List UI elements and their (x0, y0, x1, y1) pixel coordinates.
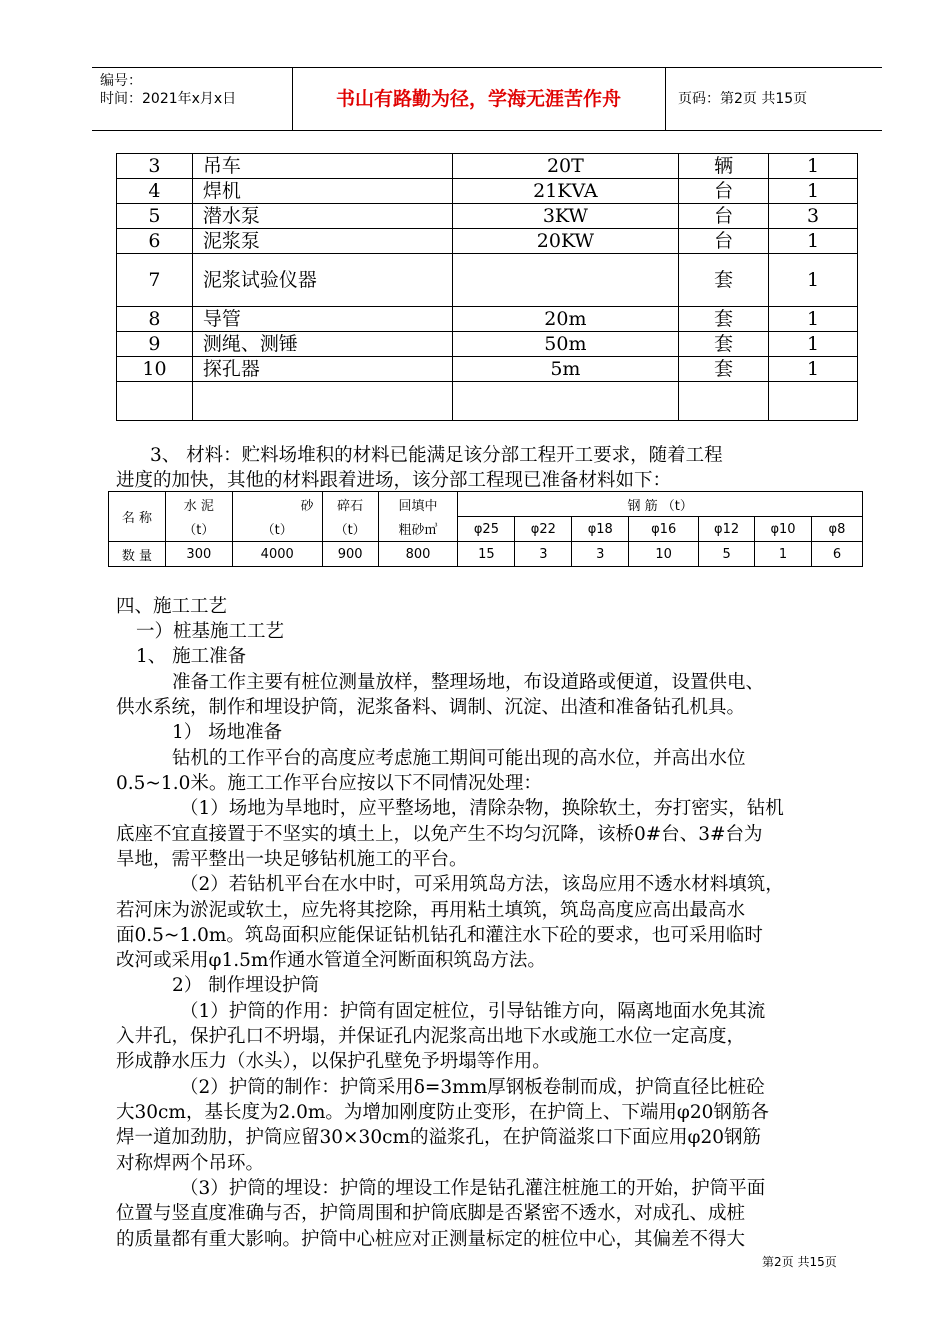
body-line: 旱地，需平整出一块足够钻机施工的平台。 (116, 849, 468, 870)
equipment-spec-cell: 5m (452, 357, 679, 382)
mat-qty-cell: 300 (165, 542, 232, 567)
mat-qty-cell: 3 (572, 542, 629, 567)
header-page-number: 页码：第2页 共15页 (678, 91, 808, 107)
equipment-unit-cell: 台 (679, 204, 769, 229)
mat-steel-size-cell: φ16 (629, 517, 699, 542)
materials-table (108, 491, 863, 567)
equipment-row (117, 179, 858, 204)
body-line: （3）护筒的埋设：护筒的埋设工作是钻孔灌注桩施工的开始，护筒平面 (180, 1178, 766, 1199)
body-line: 1） 场地准备 (172, 722, 283, 743)
mat-qty-cell: 900 (322, 542, 378, 567)
mat-cement-unit: （t） (165, 517, 232, 542)
equipment-row (117, 332, 858, 357)
body-line: 1、 施工准备 (136, 646, 247, 667)
equipment-name-cell: 潜水泵 (192, 204, 452, 229)
mat-sand-unit: （t） (232, 517, 322, 542)
equipment-name-cell: 泥浆泵 (192, 229, 452, 254)
body-line: （1）护筒的作用：护筒有固定桩位，引导钻锥方向，隔离地面水免其流 (180, 1001, 766, 1022)
mat-steel-size-cell: φ25 (458, 517, 515, 542)
body-line: 位置与竖直度准确与否，护筒周围和护筒底脚是否紧密不透水，对成孔、成桩 (116, 1203, 746, 1224)
mat-qty-cell: 10 (629, 542, 699, 567)
equipment-name-cell: 吊车 (192, 154, 452, 179)
equipment-no-cell: 4 (117, 179, 193, 204)
mat-fill-header: 回填中 (378, 492, 458, 517)
equipment-no-cell: 8 (117, 307, 193, 332)
page-footer: 第2页 共15页 (762, 1255, 837, 1269)
equipment-spec-cell (452, 254, 679, 307)
mat-qty-cell: 1 (755, 542, 812, 567)
body-line: 面0.5~1.0m。筑岛面积应能保证钻机钻孔和灌注水下砼的要求，也可采用临时 (116, 925, 763, 946)
mat-gravel-unit: （t） (322, 517, 378, 542)
body-line: 若河床为淤泥或软土，应先将其挖除，再用粘土填筑，筑岛高度应高出最高水 (116, 900, 746, 921)
mat-qty-cell: 3 (515, 542, 572, 567)
mat-name-header: 名 称 (109, 492, 166, 542)
equipment-no-cell: 10 (117, 357, 193, 382)
body-line: 入井孔，保护孔口不坍塌，并保证孔内泥浆高出地下水或施工水位一定高度， (116, 1026, 746, 1047)
equipment-spec-cell: 20KW (452, 229, 679, 254)
body-line: 改河或采用φ1.5m作通水管道全河断面积筑岛方法。 (116, 950, 546, 971)
equipment-unit-cell: 辆 (679, 154, 769, 179)
equipment-qty-cell: 1 (769, 332, 858, 357)
equipment-qty-cell: 1 (769, 357, 858, 382)
equipment-name-cell: 泥浆试验仪器 (192, 254, 452, 307)
equipment-row (117, 357, 858, 382)
mat-gravel-header: 碎石 (322, 492, 378, 517)
body-line: 供水系统，制作和埋设护筒，泥浆备料、调制、沉淀、出渣和准备钻孔机具。 (116, 697, 746, 718)
equipment-no-cell: 5 (117, 204, 193, 229)
equipment-unit-cell: 套 (679, 254, 769, 307)
mat-qty-cell: 15 (458, 542, 515, 567)
header-time: 时间：2021年x月x日 (100, 91, 237, 107)
equipment-spec-cell: 50m (452, 332, 679, 357)
equipment-unit-cell: 套 (679, 357, 769, 382)
mat-qty-cell: 6 (811, 542, 862, 567)
mat-qty-cell: 800 (378, 542, 458, 567)
header-info-cell (92, 68, 293, 130)
equipment-name-cell: 导管 (192, 307, 452, 332)
equipment-qty-cell: 1 (769, 179, 858, 204)
equipment-qty-cell: 1 (769, 307, 858, 332)
equipment-no-cell: 7 (117, 254, 193, 307)
body-line: 钻机的工作平台的高度应考虑施工期间可能出现的高水位，并高出水位 (172, 748, 746, 769)
body-line: 一）桩基施工工艺 (136, 621, 285, 642)
equipment-spec-cell: 21KVA (452, 179, 679, 204)
materials-intro-line-2: 进度的加快，其他的材料跟着进场，该分部工程现已准备材料如下： (116, 470, 672, 491)
mat-qty-cell: 4000 (232, 542, 322, 567)
equipment-name-cell: 焊机 (192, 179, 452, 204)
body-line: 四、施工工艺 (116, 596, 228, 617)
equipment-unit-cell: 台 (679, 229, 769, 254)
body-line: 2） 制作埋设护筒 (172, 975, 320, 996)
equipment-no-cell: 6 (117, 229, 193, 254)
equipment-name-cell: 测绳、测锤 (192, 332, 452, 357)
body-line: （1）场地为旱地时，应平整场地，清除杂物，换除软土，夯打密实，钻机 (180, 798, 784, 819)
equipment-no-cell: 3 (117, 154, 193, 179)
mat-qty-cell: 5 (699, 542, 755, 567)
materials-intro-line-1: 3、 材料：贮料场堆积的材料已能满足该分部工程开工要求，随着工程 (150, 445, 723, 466)
equipment-spec-cell: 20m (452, 307, 679, 332)
equipment-empty-row (117, 382, 858, 421)
equipment-qty-cell: 3 (769, 204, 858, 229)
equipment-unit-cell: 套 (679, 332, 769, 357)
mat-sand-header: 砂 (232, 492, 322, 517)
equipment-row (117, 229, 858, 254)
mat-steel-header: 钢 筋 （t） (458, 492, 863, 517)
equipment-unit-cell: 台 (679, 179, 769, 204)
equipment-spec-cell: 20T (452, 154, 679, 179)
body-line: 准备工作主要有桩位测量放样，整理场地，布设道路或便道，设置供电、 (172, 672, 765, 693)
mat-steel-size-cell: φ12 (699, 517, 755, 542)
body-line: 形成静水压力（水头），以保护孔壁免予坍塌等作用。 (116, 1051, 551, 1072)
equipment-qty-cell: 1 (769, 154, 858, 179)
mat-fill-unit: 粗砂㎥ (378, 517, 458, 542)
equipment-row (117, 154, 858, 179)
body-line: （2）若钻机平台在水中时，可采用筑岛方法，该岛应用不透水材料填筑， (180, 874, 784, 895)
body-line: 焊一道加劲肋，护筒应留30×30cm的溢浆孔，在护筒溢浆口下面应用φ20钢筋 (116, 1127, 761, 1148)
body-line: 的质量都有重大影响。护筒中心桩应对正测量标定的桩位中心，其偏差不得大 (116, 1229, 746, 1250)
body-line: 底座不宜直接置于不坚实的填土上，以免产生不均匀沉降，该桥0#台、3#台为 (116, 824, 763, 845)
mat-steel-size-cell: φ18 (572, 517, 629, 542)
mat-steel-size-cell: φ22 (515, 517, 572, 542)
equipment-spec-cell: 3KW (452, 204, 679, 229)
body-line: （2）护筒的制作：护筒采用δ=3mm厚钢板卷制而成，护筒直径比桩砼 (180, 1077, 765, 1098)
equipment-name-cell: 探孔器 (192, 357, 452, 382)
body-line: 0.5~1.0米。施工工作平台应按以下不同情况处理： (116, 773, 542, 794)
equipment-no-cell: 9 (117, 332, 193, 357)
mat-cement-header: 水 泥 (165, 492, 232, 517)
page-header (92, 67, 882, 131)
equipment-unit-cell: 套 (679, 307, 769, 332)
mat-steel-size-cell: φ10 (755, 517, 812, 542)
mat-steel-size-cell: φ8 (811, 517, 862, 542)
body-line: 对称焊两个吊环。 (116, 1153, 265, 1174)
header-motto: 书山有路勤为径，学海无涯苦作舟 (292, 68, 666, 130)
equipment-row (117, 307, 858, 332)
body-line: 大30cm，基长度为2.0m。为增加刚度防止变形，在护筒上、下端用φ20钢筋各 (116, 1102, 769, 1123)
equipment-qty-cell: 1 (769, 229, 858, 254)
header-number: 编号： (100, 73, 142, 89)
equipment-qty-cell: 1 (769, 254, 858, 307)
equipment-row (117, 254, 858, 307)
equipment-table (116, 153, 858, 421)
mat-qty-label: 数 量 (109, 542, 166, 567)
equipment-row (117, 204, 858, 229)
